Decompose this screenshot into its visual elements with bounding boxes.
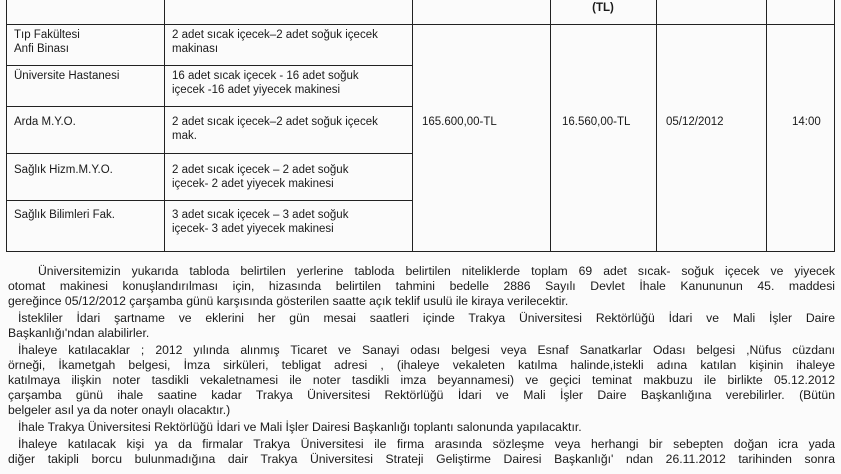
paragraph-line: çarşamba günü ihale saatine kadar Trakya Üniversitesi Rektörlüğü İdari ve Mali İşler Daire Başkanlığına verebilirler. (Bütün — [8, 388, 835, 402]
header-teminat-unit: (TL) — [592, 2, 614, 14]
paragraph-line: otomat makinesi konuşlandırılması için, hizasında belirtilen tahmini bedelle 2886 Sayılı Devlet İhale Kanununun 45. maddesi — [8, 279, 835, 293]
paragraph-line: İstekliler İdari şartname ve eklerini her gün mesai saatleri içinde Trakya Üniversitesi Rektörlüğü İdari ve Mali İşler Daire — [18, 311, 835, 325]
tender-table — [6, 0, 835, 252]
teminat-value: 16.560,00-TL — [562, 116, 631, 128]
column-divider — [766, 0, 767, 252]
paragraph-intro — [8, 264, 835, 309]
column-divider — [164, 0, 165, 252]
paragraph-line: İhaleye katılacak kişi ya da firmalar Trakya Üniversitesi ile firma arasında sözleşme veya herhangi bir sebepten doğan icra yada — [18, 437, 835, 451]
paragraph-line: gereğince 05/12/2012 çarşamba günü karşısında gösterilen saatte açık teklif usulü ile kiraya verilecektir. — [8, 294, 569, 308]
table-bottom-border — [6, 251, 835, 252]
paragraph-specs — [8, 311, 835, 341]
tarih-value: 05/12/2012 — [666, 116, 724, 128]
header-saati — [766, 0, 834, 1]
table-right-border — [834, 0, 835, 252]
paragraph-line: katılmaya ilişkin noter tasdikli vekaletnamesi ile noter tasdikli imza beyannamesi) ve geçici teminat makbuzu ile birlikte 05.12.2012 — [8, 373, 835, 387]
row-description: 16 adet sıcak içecek - 16 adet soğuk — [172, 70, 359, 82]
saat-value: 14:00 — [792, 116, 821, 128]
row-location: Arda M.Y.O. — [14, 116, 76, 128]
row-location: Tıp Fakültesi — [14, 29, 80, 41]
paragraph-line: İhaleye katılacaklar ; 2012 yılında alınmış Ticaret ve Sanayi odası belgesi veya Esnaf Sanatkarlar Odası belgesi ,Nüfus cüzdanı — [18, 343, 835, 357]
row-location: Anfi Binası — [14, 43, 69, 55]
row-divider — [6, 65, 413, 66]
paragraph-line: örneği, İkametgah belgesi, İmza sirküleri, tebligat adresi , (ihaleye vekaleten katılma halinde,istekli adına katılan kişinin ihaleye — [8, 358, 835, 372]
row-description: içecek- 2 adet yiyecek makinesi — [172, 178, 334, 190]
column-divider — [412, 0, 413, 252]
row-description: 2 adet sıcak içecek – 2 adet soğuk — [172, 164, 349, 176]
row-description: içecek -16 adet yiyecek makinesi — [172, 84, 341, 96]
paragraph-line: Üniversitemizin yukarıda tabloda belirtilen yerlerine tabloda belirtilen niteliklerde toplam 69 adet sıcak- soğuk içecek ve yiyecek — [38, 264, 835, 278]
paragraph-line: İhale Trakya Üniversitesi Rektörlüğü İdari ve Mali İşler Dairesi Başkanlığı toplantı salonunda yapılacaktır. — [18, 420, 582, 434]
paragraph-line: diğer takipli borcu bulunmadığına dair Trakya Üniversitesi Strateji Geliştirme Dairesi Başkanlığı' ndan 26.11.2012 tarihinden sonra — [8, 452, 835, 466]
row-divider — [6, 200, 413, 201]
bedel-value: 165.600,00-TL — [422, 116, 497, 128]
row-location: Sağlık Bilimleri Fak. — [14, 209, 115, 221]
column-divider — [550, 0, 551, 252]
row-description: mak. — [172, 130, 197, 142]
header-divider — [6, 24, 835, 25]
row-description: içecek- 3 adet yiyecek makinesi — [172, 223, 334, 235]
row-description: makinası — [172, 43, 219, 55]
row-description: 3 adet sıcak içecek – 3 adet soğuk — [172, 209, 349, 221]
row-description: 2 adet sıcak içecek–2 adet soğuk içecek — [172, 116, 378, 128]
paragraph-requirements — [8, 343, 835, 418]
paragraph-line: belgeler asıl ya da noter onaylı olacaktır.) — [8, 403, 231, 417]
paragraph-line: Başkanlığı'ndan alabilirler. — [8, 326, 150, 340]
header-bedel — [412, 0, 550, 1]
row-description: 2 adet sıcak içecek–2 adet soğuk içecek — [172, 29, 378, 41]
row-location: Üniversite Hastanesi — [14, 70, 120, 82]
paragraph-debt-clause — [8, 437, 835, 467]
column-divider — [656, 0, 657, 252]
row-divider — [6, 153, 413, 154]
paragraph-venue — [8, 420, 835, 435]
row-location: Sağlık Hizm.M.Y.O. — [14, 164, 113, 176]
table-left-border — [6, 0, 7, 252]
row-divider — [6, 106, 413, 107]
